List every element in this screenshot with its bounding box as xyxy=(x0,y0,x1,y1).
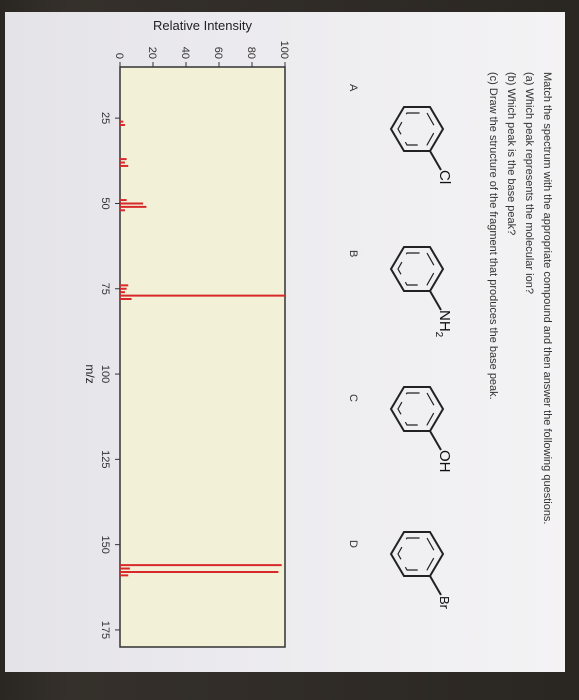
structure-b-benzene-ring xyxy=(391,247,443,310)
y-tick-label: 60 xyxy=(212,46,224,59)
substituent-d: Br xyxy=(437,596,452,609)
compound-label-c: C xyxy=(347,394,359,402)
y-tick-label: 20 xyxy=(146,46,158,59)
y-tick-label: 100 xyxy=(278,40,290,59)
worksheet-page xyxy=(5,12,565,672)
x-axis-title: m/z xyxy=(83,364,97,384)
compound-label-a: A xyxy=(347,84,359,92)
x-tick-label: 25 xyxy=(99,112,111,125)
structure-d-benzene-ring xyxy=(391,532,443,595)
structure-c-benzene-ring xyxy=(391,387,443,450)
question-intro: Match the spectrum with the appropriate compound and then answer the following questions. xyxy=(541,72,553,525)
y-tick-label: 0 xyxy=(113,52,125,59)
compound-label-b: B xyxy=(347,250,359,258)
question-b: (b) Which peak is the base peak? xyxy=(505,72,517,236)
substituent-b: $NH_2$ xyxy=(433,310,453,338)
x-tick-label: 50 xyxy=(99,197,111,210)
substituent-a: Cl xyxy=(436,170,453,185)
x-tick-label: 100 xyxy=(99,364,111,384)
x-tick-label: 75 xyxy=(99,282,111,295)
x-tick-label: 150 xyxy=(99,535,111,554)
x-tick-label: 125 xyxy=(99,450,111,469)
mass-spectrum-chart xyxy=(5,12,335,672)
y-tick-label: 80 xyxy=(245,46,257,59)
question-a: (a) Which peak represents the molecular ion? xyxy=(523,72,535,294)
y-axis xyxy=(113,41,290,67)
plot-area xyxy=(120,67,285,647)
x-tick-label: 175 xyxy=(99,620,111,640)
x-axis xyxy=(99,112,120,639)
compound-label-d: D xyxy=(347,540,359,548)
structure-a-benzene-ring xyxy=(391,107,443,170)
compound-structures xyxy=(335,12,485,672)
question-c: (c) Draw the structure of the fragment that produces the base peak. xyxy=(487,72,499,400)
substituent-c: OH xyxy=(436,450,453,473)
y-tick-label: 40 xyxy=(179,46,191,59)
y-axis-title: Relative Intensity xyxy=(153,18,252,33)
